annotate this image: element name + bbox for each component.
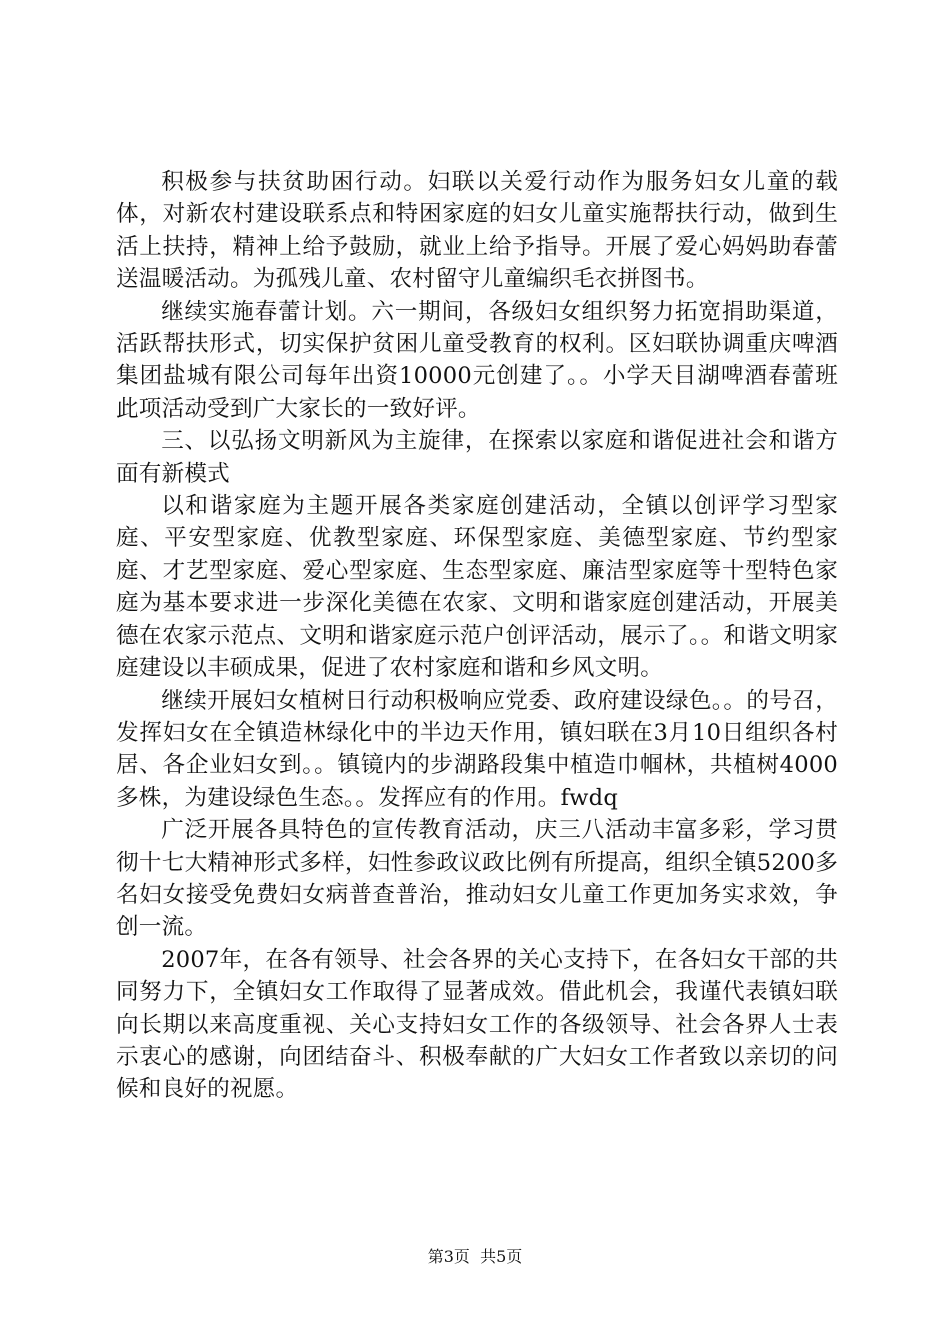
paragraph-closing-thanks: 2007年，在各有领导、社会各界的关心支持下，在各妇女干部的共同努力下，全镇妇女工作取得了显著成效。借此机会，我谨代表镇妇联向长期以来高度重视、关心支持妇女工作的各级领导、社会各界人士表示衷心的感谢，向团结奋斗、积极奉献的广大妇女工作者致以亲切的问候和良好的祝愿。	[116, 946, 838, 1103]
section-heading-civilization: 三、以弘扬文明新风为主旋律，在探索以家庭和谐促进社会和谐方面有新模式	[116, 428, 838, 487]
paragraph-harmonious-family: 以和谐家庭为主题开展各类家庭创建活动，全镇以创评学习型家庭、平安型家庭、优教型家庭、环保型家庭、美德型家庭、节约型家庭、才艺型家庭、爱心型家庭、生态型家庭、廉洁型家庭等十型特色家庭为基本要求进一步深化美德在农家、文明和谐家庭创建活动，开展美德在农家示范点、文明和谐家庭示范户创评活动，展示了。。和谐文明家庭建设以丰硕成果，促进了农村家庭和谐和乡风文明。	[116, 493, 838, 682]
page-footer	[0, 1247, 950, 1267]
paragraph-publicity-education: 广泛开展各具特色的宣传教育活动，庆三八活动丰富多彩，学习贯彻十七大精神形式多样，妇性参政议政比例有所提高，组织全镇5200多名妇女接受免费妇女病普查普治，推动妇女儿童工作更加务实求效，争创一流。	[116, 817, 838, 941]
paragraph-chunlei-plan: 继续实施春蕾计划。六一期间，各级妇女组织努力拓宽捐助渠道，活跃帮扶形式，切实保护贫困儿童受教育的权利。区妇联协调重庆啤酒集团盐城有限公司每年出资10000元创建了。。小学天目湖啤酒春蕾班此项活动受到广大家长的一致好评。	[116, 298, 838, 422]
paragraph-poverty-relief: 积极参与扶贫助困行动。妇联以关爱行动作为服务妇女儿童的载体，对新农村建设联系点和特困家庭的妇女儿童实施帮扶行动，做到生活上扶持，精神上给予鼓励，就业上给予指导。开展了爱心妈妈助春蕾送温暖活动。为孤残儿童、农村留守儿童编织毛衣拼图书。	[116, 169, 838, 293]
page-number-label: 第3页 共5页	[427, 1247, 523, 1266]
paragraph-tree-planting: 继续开展妇女植树日行动积极响应党委、政府建设绿色。。的号召，发挥妇女在全镇造林绿化中的半边天作用，镇妇联在3月10日组织各村居、各企业妇女到。。镇镜内的步湖路段集中植造巾帼林，共植树4000多株，为建设绿色生态。。发挥应有的作用。fwdq	[116, 687, 838, 811]
document-body	[116, 166, 838, 1106]
